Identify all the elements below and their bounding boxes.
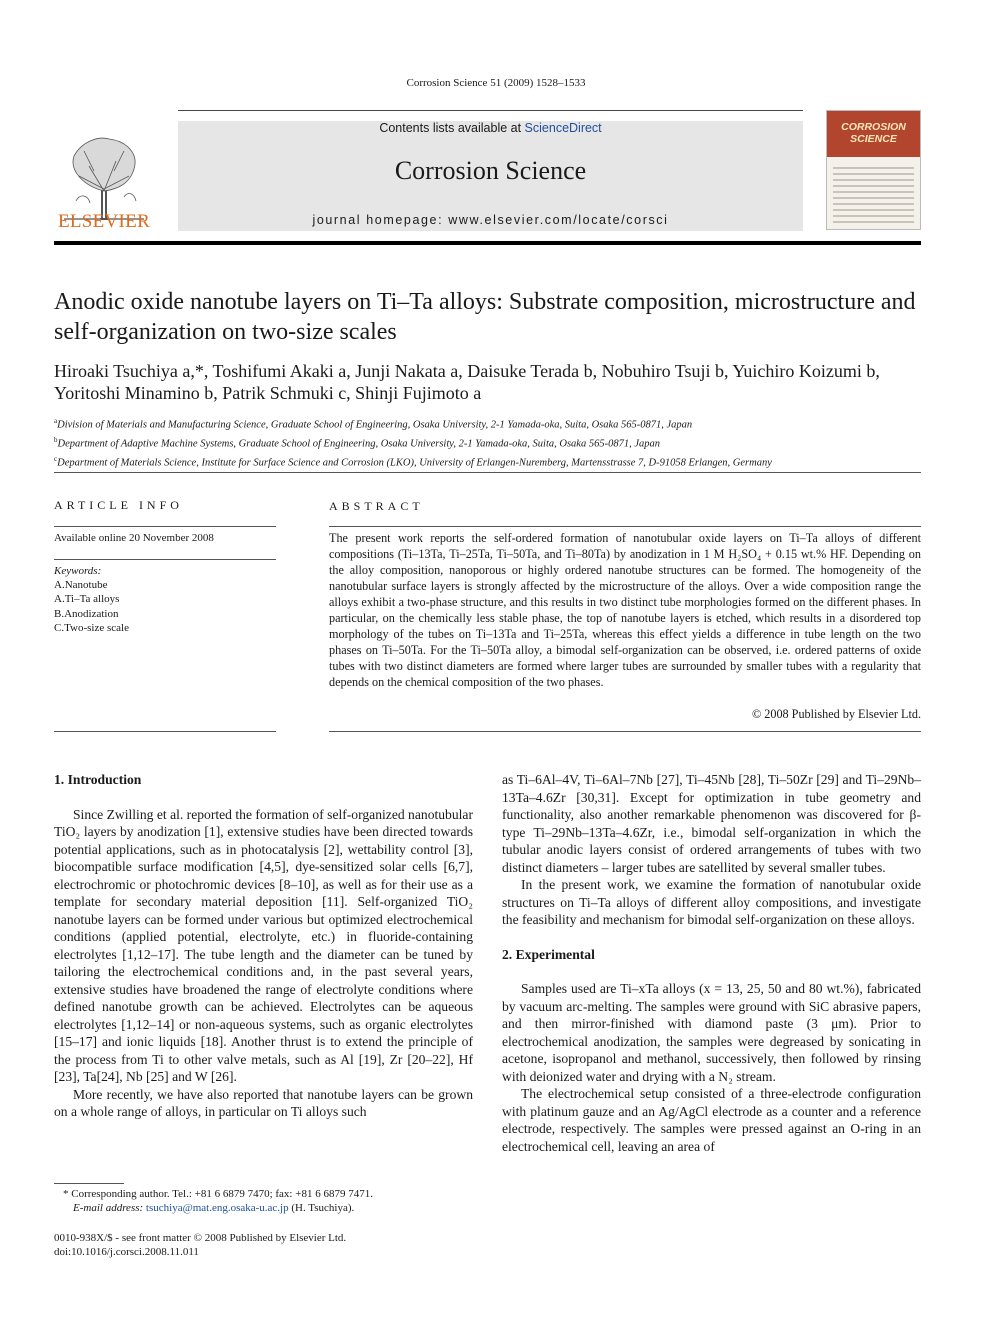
article-info-rule (54, 526, 276, 527)
authors-line-2: Yoritoshi Minamino b, Patrik Schmuki c, Shinji Fujimoto a (54, 383, 482, 403)
experimental-heading: 2. Experimental (502, 946, 595, 962)
keywords-rule (54, 559, 276, 560)
body-left-column (54, 771, 473, 1121)
abstract-rule (329, 526, 921, 527)
footnote-rule (54, 1183, 124, 1184)
corresponding-author-footnote (63, 1187, 473, 1215)
introduction-paragraph-1: Since Zwilling et al. reported the formation of self-organized nanotubular TiO₂ layers by anodization [1], extensive studies have been directed towards potential applications, such as in photocatalysis [2], wettability control [3], biocompatible surface modification [4,5], dye-sensitized solar cells [6,7], electrochromic or photochromic devices [8–10], as well as for their use as a template for secondary material deposition [11]. Self-organized TiO₂ nanotube layers can be formed under various but optimized electrochemical conditions (applied potential, electrolyte, etc.) in fluoride-containing electrolytes [1,12–17]. The tube length and the diameter can be tuned by tailoring the electrochemical conditions and, in the past several years, extensive studies have broadened the range of electrolyte conditions where defined nanotube growth can be achieved. Electrolytes can be aqueous electrolytes [1,12–14] or non-aqueous systems, such as organic electrolytes [15–17] and ionic liquids [18]. Another thrust is to extend the principle of the process from Ti to other valve metals, such as Al [19], Zr [20–22], Hf [23], Ta[24], Nb [25] and W [26]. (54, 806, 473, 1084)
doi-line[interactable]: doi:10.1016/j.corsci.2008.11.011 (54, 1246, 199, 1258)
email-line: E-mail address: tsuchiya@mat.eng.osaka-u.ac.jp (H. Tsuchiya). (73, 1202, 355, 1214)
author-email-link[interactable]: tsuchiya@mat.eng.osaka-u.ac.jp (145, 1202, 289, 1214)
front-matter-info (54, 1231, 474, 1259)
experimental-paragraph-1: Samples used are Ti–xTa alloys (x = 13, 25, 50 and 80 wt.%), fabricated by vacuum arc-melting. The samples were ground with SiC abrasive papers, and then mirror-finished with diamond paste (3 μm). Prior to electrochemical anodization, the samples were degreased by sonicating in acetone, isopropanol and methanol, successively, then followed by rinsing with deionized water and drying with a N₂ stream. (502, 981, 921, 1084)
affiliation-c: $^c$Department of Materials Science, Institute for Surface Science and Corrosion (LKO), University of Erlangen-Nuremberg, Martensstrasse 7, D-91058 Erlangen, Germany (54, 455, 772, 469)
journal-cover-thumbnail (826, 110, 921, 230)
journal-homepage[interactable]: journal homepage: www.elsevier.com/locate/corsci (312, 213, 669, 227)
sciencedirect-link[interactable]: ScienceDirect (524, 121, 602, 135)
affiliations (54, 414, 921, 471)
keywords-list (54, 578, 129, 635)
keywords-label: Keywords: (54, 565, 102, 577)
header-thick-rule (54, 241, 921, 245)
keyword: A.Nanotube (54, 579, 108, 591)
author-list (54, 360, 921, 404)
paper-title: Anodic oxide nanotube layers on Ti–Ta alloys: Substrate composition, microstructure and self-organization on two-size scales (54, 289, 916, 345)
header-rule (178, 110, 803, 111)
introduction-paragraph-3: In the present work, we examine the formation of nanotubular oxide structures on Ti–Ta alloys of different alloy compositions, and investigate the feasibility and mechanism for bimodal self-organization on these alloys. (502, 877, 921, 927)
contents-line (178, 121, 803, 135)
contents-prefix: Contents lists available at (379, 121, 525, 135)
authors-line-1: Hiroaki Tsuchiya a,*, Toshifumi Akaki a, Junji Nakata a, Daisuke Terada b, Nobuhiro Tsuji b, Yuichiro Koizumi b, (54, 361, 880, 381)
cover-title-line2: SCIENCE (850, 133, 897, 145)
experimental-paragraph-2: The electrochemical setup consisted of a three-electrode configuration with platinum gauze and an Ag/AgCl electrode as a counter and a reference electrode, respectively. The samples were pressed against an O-ring in an electrochemical cell, leaving an area of (502, 1086, 921, 1154)
keyword: B.Anodization (54, 607, 119, 620)
elsevier-wordmark: ELSEVIER (57, 211, 151, 232)
issn-line: 0010-938X/$ - see front matter © 2008 Published by Elsevier Ltd. (54, 1232, 347, 1244)
abstract-bottom-rule (329, 731, 921, 732)
abstract-copyright: © 2008 Published by Elsevier Ltd. (751, 707, 921, 721)
article-info-heading: ARTICLE INFO (54, 498, 183, 512)
journal-title: Corrosion Science (394, 156, 587, 185)
corresponding-author: * Corresponding author. Tel.: +81 6 6879 7470; fax: +81 6 6879 7471. (63, 1188, 373, 1200)
cover-title-line1: CORROSION (841, 121, 906, 133)
abstract-text: The present work reports the self-ordered formation of nanotubular oxide layers on Ti–Ta alloys of different compositions (Ti–13Ta, Ti–25Ta, Ti–50Ta, and Ti–80Ta) by anodization in 1 M H₂SO₄ + 0.15 wt.% HF. Depending on the alloy composition, nanoporous or highly ordered nanotube structures can be formed. The homogeneity of the nanotubular surface layers is strongly affected by the microstructure of the alloys. Over a wide composition range the alloys exhibit a two-phase structure, and this results in two distinct tube morphologies formed on the different phases. In particular, on the chemically less stable phase, the top of nanotube layers is etched, which results in a disordered top morphology of the tubes on Ti–13Ta and Ti–25Ta, whereas this effect yields a difference in tube length on the two phases on Ti–50Ta. For the Ti–50Ta alloy, a bimodal self-organization can be observed, i.e. ordered patterns of oxide tubes with two distinct diameters are formed where larger tubes are surrounded by smaller tubes with a regularity that depends on the chemical composition of the two phases. (329, 531, 921, 689)
body-right-column (502, 771, 921, 1155)
introduction-paragraph-2-continued: as Ti–6Al–4V, Ti–6Al–7Nb [27], Ti–45Nb [28], Ti–50Zr [29] and Ti–29Nb–13Ta–4.6Zr [30,31]. Except for optimization in tube geometry and functionality, also another remarkable phenomenon was discovered for β-type Ti–29Nb–13Ta–4.6Zr, i.e., bimodal self-organization in which the tubular anodic layers consist of ordered arrangements of tubes with two distinct diameters – larger tubes are satellited by several smaller tubes. (502, 772, 921, 875)
affiliation-b: $^b$Department of Adaptive Machine Systems, Graduate School of Engineering, Osaka University, 2-1 Yamada-oka, Suita, Osaka 565-0871, Japan (54, 436, 660, 450)
article-info-bottom-rule (54, 731, 276, 732)
keyword: C.Two-size scale (54, 621, 129, 634)
keyword: A.Ti–Ta alloys (54, 593, 120, 606)
abstract-heading: ABSTRACT (329, 499, 424, 513)
introduction-heading: 1. Introduction (54, 772, 142, 787)
title-block-rule (54, 472, 921, 473)
introduction-paragraph-2: More recently, we have also reported that nanotube layers can be grown on a whole range of alloys, in particular on Ti alloys such (54, 1086, 473, 1119)
journal-reference: Corrosion Science 51 (2009) 1528–1533 (406, 77, 586, 89)
cover-contents-lines (827, 157, 920, 230)
affiliation-a: $^a$Division of Materials and Manufacturing Science, Graduate School of Engineering, Osaka University, 2-1 Yamada-oka, Suita, Osaka 565-0871, Japan (54, 417, 693, 431)
available-online: Available online 20 November 2008 (54, 532, 214, 544)
